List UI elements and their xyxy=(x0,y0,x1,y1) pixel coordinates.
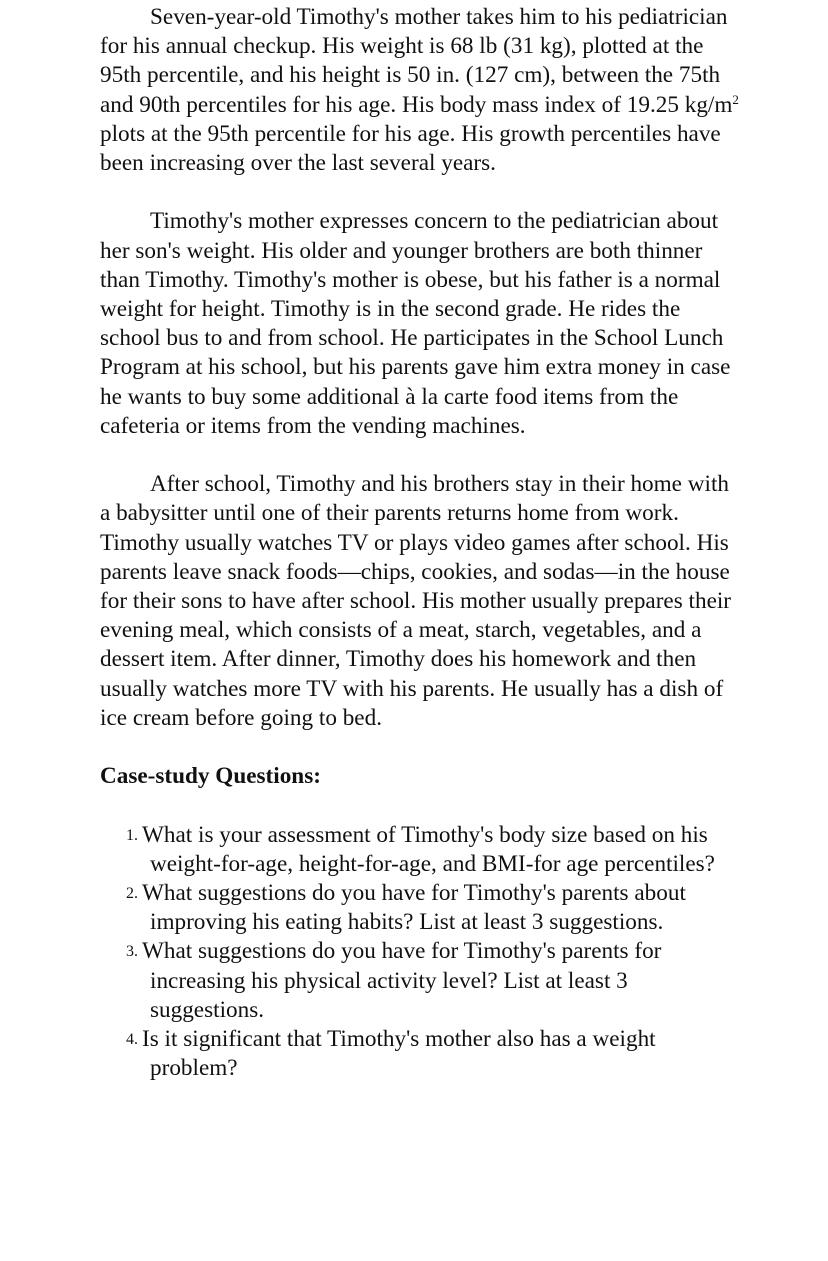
question-item xyxy=(100,879,740,937)
bmi-unit-superscript: 2 xyxy=(732,91,739,107)
question-number: 2. xyxy=(126,885,138,903)
question-number: 1. xyxy=(126,826,138,844)
question-item xyxy=(100,1025,740,1083)
paragraph-family-background: Timothy's mother expresses concern to the pediatrician about her son's weight. His older and younger brothers are both thinner than Timothy. Timothy's mother is obese, but his father is a normal weight for height. Timothy is in the second grade. He rides the school bus to and from school. He participates in the School Lunch Program at his school, but his parents gave him extra money in case he wants to buy some additional à la carte food items from the cafeteria or items from the vending machines. xyxy=(100,208,731,439)
document-page xyxy=(100,3,740,1083)
paragraph-daily-routine: After school, Timothy and his brothers stay in their home with a babysitter until one of their parents returns home from work. Timothy usually watches TV or plays video games after school. His parents leave snack foods—chips, cookies, and sodas—in the house for their sons to have after school. His mother usually prepares their evening meal, which consists of a meat, starch, vegetables, and a dessert item. After dinner, Timothy does his homework and then usually watches more TV with his parents. He usually has a dish of ice cream before going to bed. xyxy=(100,471,732,731)
paragraph-checkup xyxy=(100,3,740,178)
questions-list xyxy=(100,821,740,1084)
question-item xyxy=(100,821,740,879)
paragraph-checkup-text-end: plots at the 95th percentile for his age. His growth percentiles have been increasing over the last several years. xyxy=(100,120,721,177)
question-text: What suggestions do you have for Timothy's parents for increasing his physical activity level? List at least 3 suggestions. xyxy=(142,938,662,1023)
questions-heading: Case-study Questions: xyxy=(100,763,321,790)
question-item xyxy=(100,937,740,1025)
question-number: 4. xyxy=(126,1031,138,1049)
paragraph-checkup-text: Seven-year-old Timothy's mother takes him to his pediatrician for his annual checkup. His weight is 68 lb (31 kg), plotted at the 95th percentile, and his height is 50 in. (127 cm), between the 75th and 90th percentiles for his age. His body mass index of 19.25 kg/m xyxy=(100,4,733,118)
question-text: What is your assessment of Timothy's body size based on his weight-for-age, height-for-age, and BMI-for age percentiles? xyxy=(142,821,715,877)
question-number: 3. xyxy=(126,943,138,961)
question-text: Is it significant that Timothy's mother also has a weight problem? xyxy=(142,1026,656,1082)
question-text: What suggestions do you have for Timothy's parents about improving his eating habits? List at least 3 suggestions. xyxy=(142,880,686,936)
